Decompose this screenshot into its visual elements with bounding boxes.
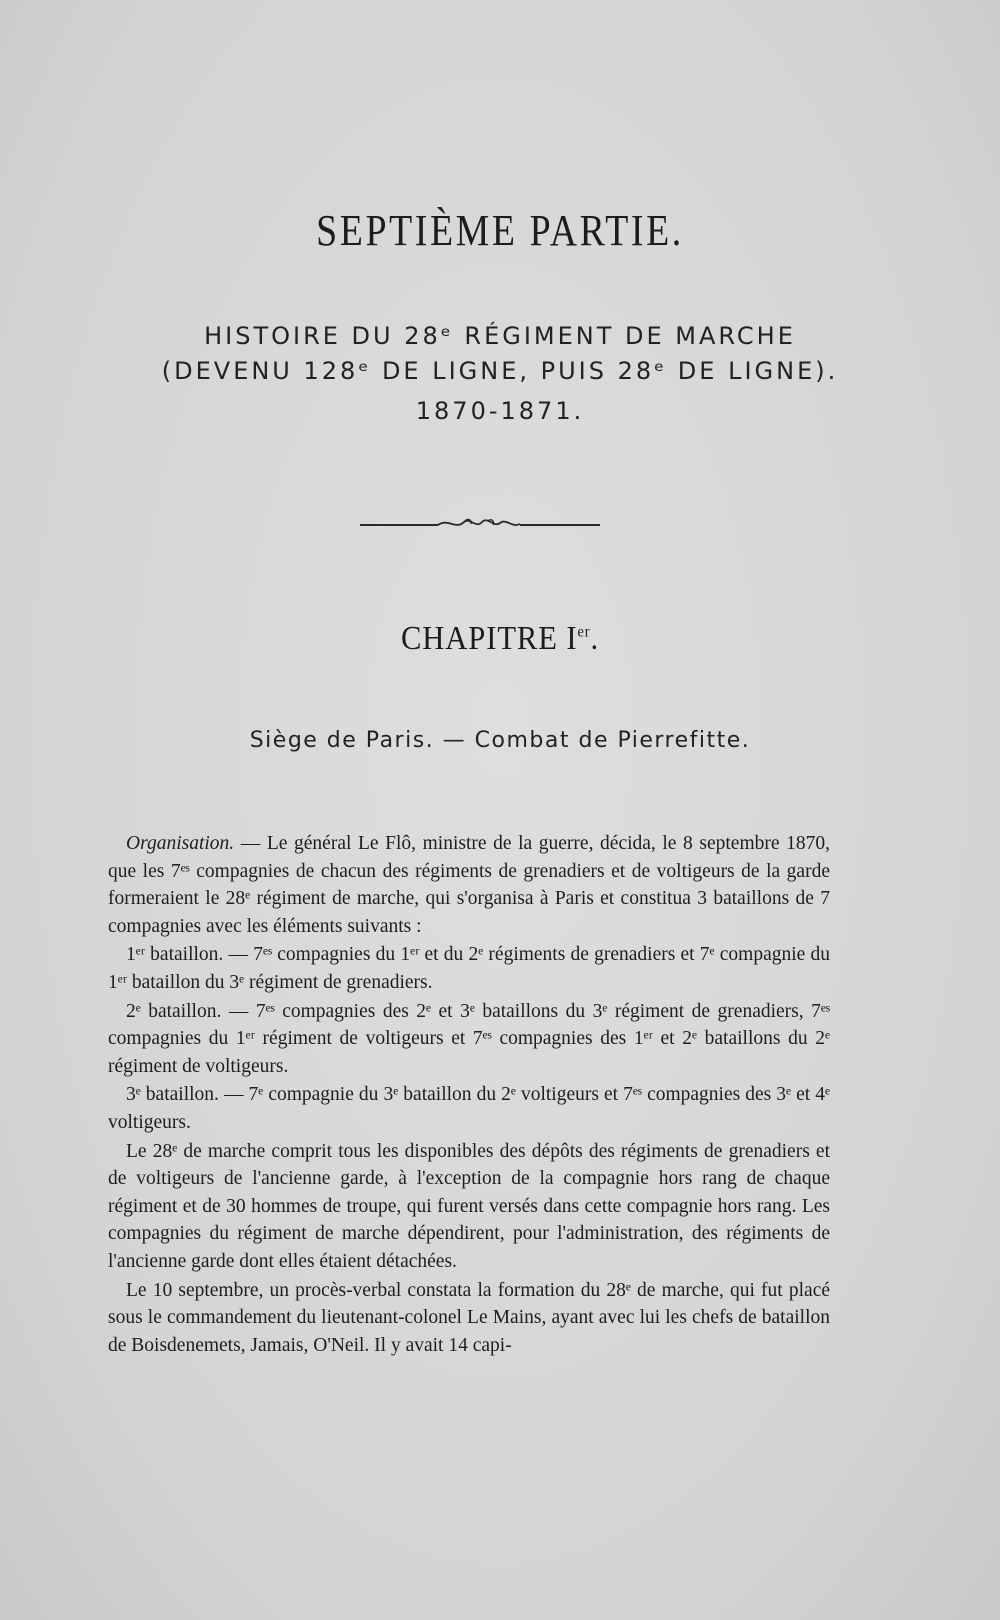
paragraph-bataillon-2: 2ᵉ bataillon. — 7ᵉˢ compagnies des 2ᵉ et 3ᵉ bataillons du 3ᵉ régiment de grenadiers, 7ᵉˢ compagnies du 1ᵉʳ régiment de voltigeurs et 7ᵉˢ compagnies des 1ᵉʳ et 2ᵉ bataillons du 2ᵉ régiment de voltigeurs. xyxy=(108,1000,830,1077)
paragraph-organisation xyxy=(108,830,830,940)
paragraph-text: — Le général Le Flô, ministre de la guerre, décida, le 8 septembre 1870, que les 7ᵉˢ compagnies de chacun des régiments de grenadiers et de voltigeurs de la garde formeraient le 28ᵉ régiment de marche, qui s'organisa à Paris et constitua 3 bataillons de 7 compagnies avec les éléments suivants : xyxy=(108,833,830,937)
section-title: Siège de Paris. — Combat de Pierrefitte. xyxy=(249,728,751,753)
chapter-period: . xyxy=(590,620,599,657)
ornament-divider xyxy=(360,512,600,534)
chapter-label: CHAPITRE I xyxy=(401,620,578,657)
paragraph-lead: Organisation. xyxy=(126,833,235,854)
date-range: 1870-1871. xyxy=(415,397,585,425)
paragraph-bataillon-3: 3ᵉ bataillon. — 7ᵉ compagnie du 3ᵉ bataillon du 2ᵉ voltigeurs et 7ᵉˢ compagnies des 3ᵉ et 4ᵉ voltigeurs. xyxy=(108,1084,830,1133)
regiment-history-title: HISTOIRE DU 28ᵉ RÉGIMENT DE MARCHE xyxy=(204,322,796,350)
paragraph-composition: Le 28ᵉ de marche comprit tous les disponibles des dépôts des régiments de grenadiers et de voltigeurs de l'ancienne garde, à l'exception de la compagnie hors rang de chaque régiment et de 30 hommes de troupe, qui furent versés dans cette compagnie hors rang. Les compagnies du régiment de marche dépendirent, pour l'administration, des régiments de l'ancienne garde dont elles étaient détachées. xyxy=(108,1140,830,1272)
paragraph-bataillon-1: 1ᵉʳ bataillon. — 7ᵉˢ compagnies du 1ᵉʳ et du 2ᵉ régiments de grenadiers et 7ᵉ compagnie du 1ᵉʳ bataillon du 3ᵉ régiment de grenadiers. xyxy=(108,944,830,993)
paragraph-formation: Le 10 septembre, un procès-verbal constata la formation du 28ᵉ de marche, qui fut placé sous le commandement du lieutenant-colonel Le Mains, ayant avec lui les chefs de bataillon de Boisdenemets, Jamais, O'Neil. Il y avait 14 capi- xyxy=(108,1279,830,1356)
body-text xyxy=(108,830,830,1359)
chapter-ordinal-suffix: er xyxy=(577,623,591,641)
chapter-heading xyxy=(50,620,950,658)
regiment-subtitle: (DEVENU 128ᵉ DE LIGNE, PUIS 28ᵉ DE LIGNE). xyxy=(161,357,839,385)
part-title: SEPTIÈME PARTIE. xyxy=(316,206,684,255)
